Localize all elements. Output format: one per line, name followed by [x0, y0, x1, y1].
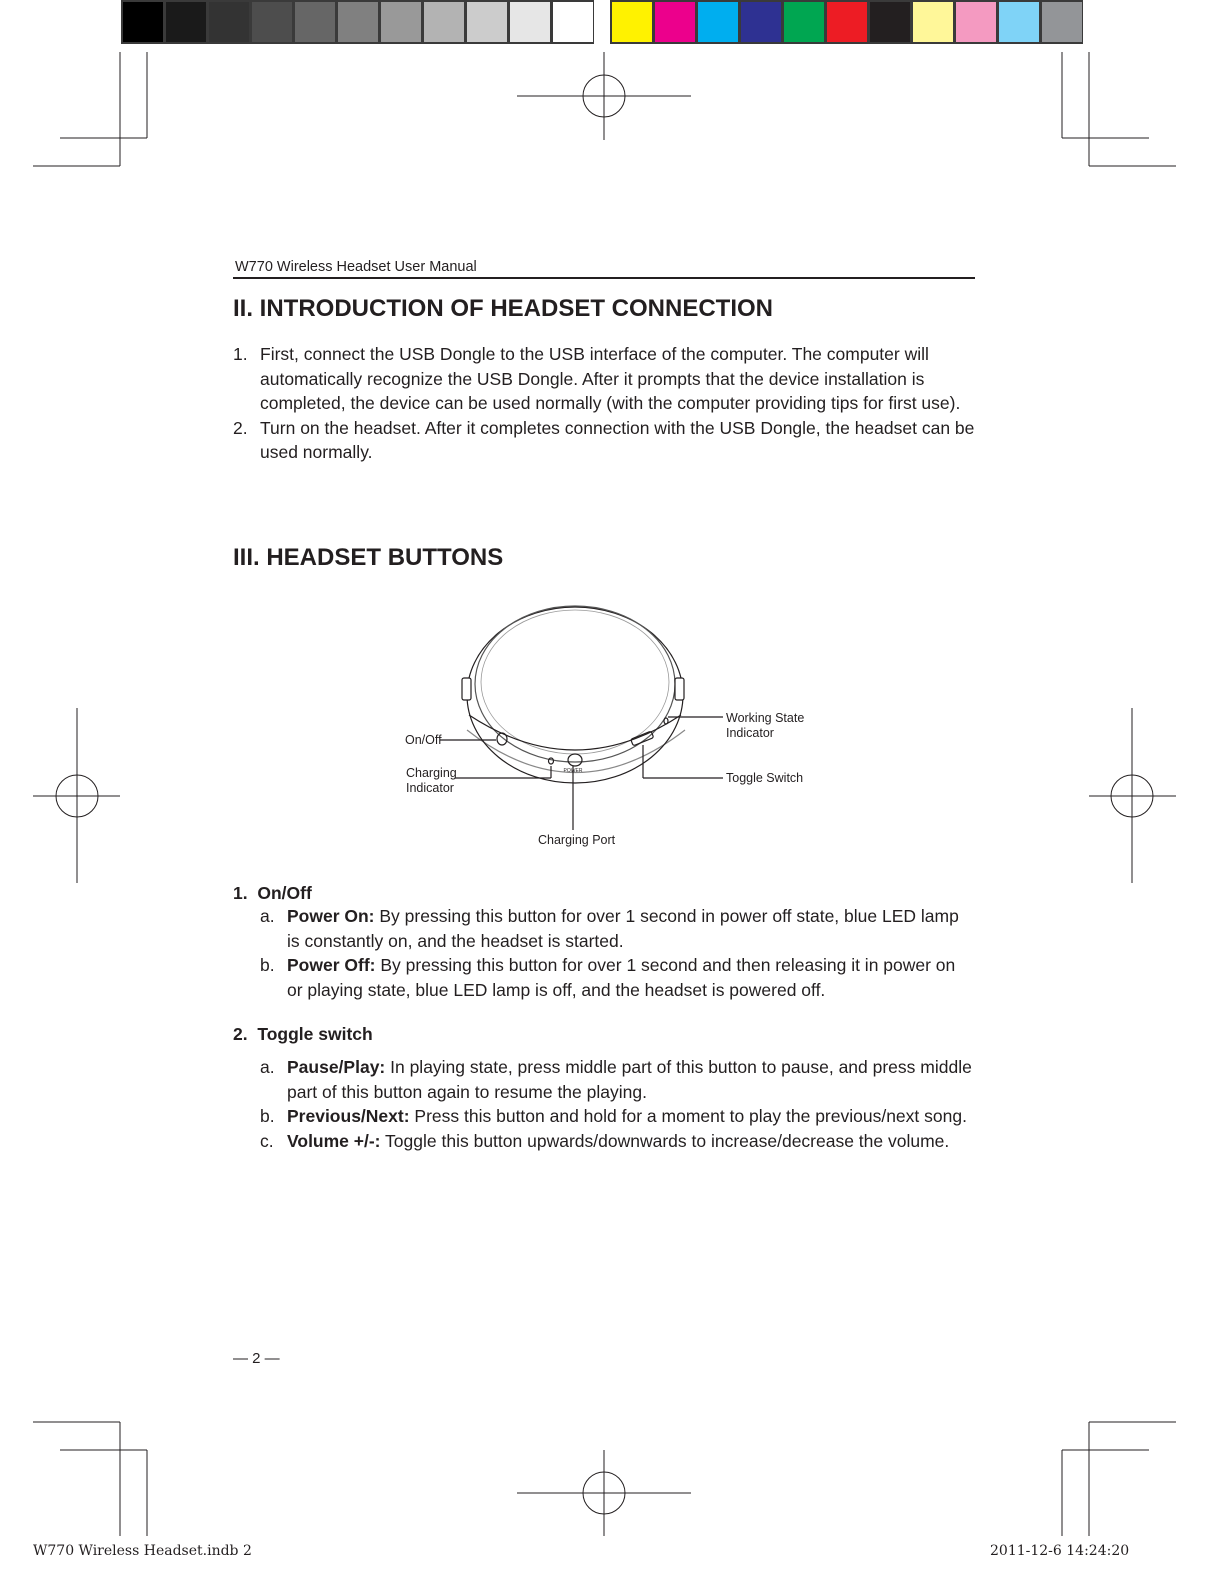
subsection-heading-on-off [233, 883, 312, 904]
registration-mark [517, 1450, 691, 1536]
heading-text: On/Off [257, 883, 312, 903]
item-label: Pause/Play: [287, 1057, 386, 1077]
slug-filename: W770 Wireless Headset.indb 2 [33, 1543, 252, 1559]
callout-working-state [726, 711, 804, 741]
running-header: W770 Wireless Headset User Manual [235, 259, 477, 275]
power-label: POWER [563, 768, 583, 774]
list-number: 1. [233, 344, 248, 364]
list-letter: a. [260, 906, 275, 926]
registration-mark [517, 52, 691, 140]
headset-top-face [475, 606, 675, 762]
toggle-items [260, 1055, 975, 1153]
list-item [260, 1129, 975, 1154]
item-label: Previous/Next: [287, 1106, 410, 1127]
item-text: By pressing this button for over 1 second in power off state, blue LED lamp is constantly on, and the headset is started. [287, 906, 959, 951]
toggle-switch [631, 731, 654, 746]
right-hinge [675, 678, 684, 700]
left-hinge [462, 678, 471, 700]
item-label: Volume +/-: [287, 1130, 381, 1151]
list-item [260, 1055, 975, 1104]
list-item [260, 1104, 975, 1129]
list-item [260, 953, 975, 1002]
callout-line: Indicator [726, 726, 774, 740]
page-number: — 2 — [233, 1350, 280, 1367]
list-item [260, 904, 975, 953]
heading-number: 1. [233, 883, 248, 903]
list-number: 2. [233, 417, 248, 438]
list-letter: a. [260, 1057, 275, 1077]
callout-charging-indicator [406, 766, 457, 796]
slug-timestamp: 2011-12-6 14:24:20 [990, 1543, 1130, 1559]
list-letter: b. [260, 955, 275, 976]
item-text: Toggle this button upwards/downwards to increase/decrease the volume. [380, 1130, 950, 1151]
list-letter: b. [260, 1106, 275, 1127]
callout-on-off: On/Off [405, 733, 442, 747]
callout-charging-port: Charging Port [538, 833, 616, 847]
registration-mark [33, 708, 120, 883]
connection-steps-list [233, 342, 978, 465]
working-state-led [664, 718, 668, 724]
charging-indicator-led [549, 758, 554, 764]
callout-line: Working State [726, 711, 805, 725]
item-label: Power Off: [287, 955, 376, 976]
item-label: Power On: [287, 906, 375, 926]
heading-text: Toggle switch [257, 1024, 373, 1044]
on-off-button [497, 733, 507, 745]
list-letter: c. [260, 1130, 274, 1151]
item-text: By pressing this button for over 1 second and then releasing it in power on or playing state, blue LED lamp is off, and the headset is powered off. [287, 955, 956, 1000]
heading-number: 2. [233, 1024, 248, 1044]
section-title-connection: II. INTRODUCTION OF HEADSET CONNECTION [233, 295, 773, 322]
callout-line: Indicator [406, 781, 454, 795]
header-rule [233, 277, 975, 279]
registration-mark [1089, 708, 1176, 883]
callout-line: Charging [406, 766, 457, 780]
item-text: Press this button and hold for a moment to play the previous/next song. [409, 1106, 967, 1127]
list-text: Turn on the headset. After it completes connection with the USB Dongle, the headset can be used normally. [260, 417, 975, 463]
on-off-items [260, 904, 975, 1002]
list-item [233, 416, 978, 465]
section-title-buttons: III. HEADSET BUTTONS [233, 544, 504, 571]
item-text: In playing state, press middle part of this button to pause, and press middle part of this button again to resume the playing. [287, 1057, 972, 1102]
list-item [233, 342, 978, 416]
subsection-heading-toggle [233, 1024, 373, 1045]
charging-port [568, 754, 582, 766]
callout-toggle-switch: Toggle Switch [726, 771, 804, 785]
list-text: First, connect the USB Dongle to the USB interface of the computer. The computer will automatically recognize the USB Dongle. After it prompts that the device installation is completed, the device can be used normally (with the computer providing tips for first use). [260, 344, 961, 414]
